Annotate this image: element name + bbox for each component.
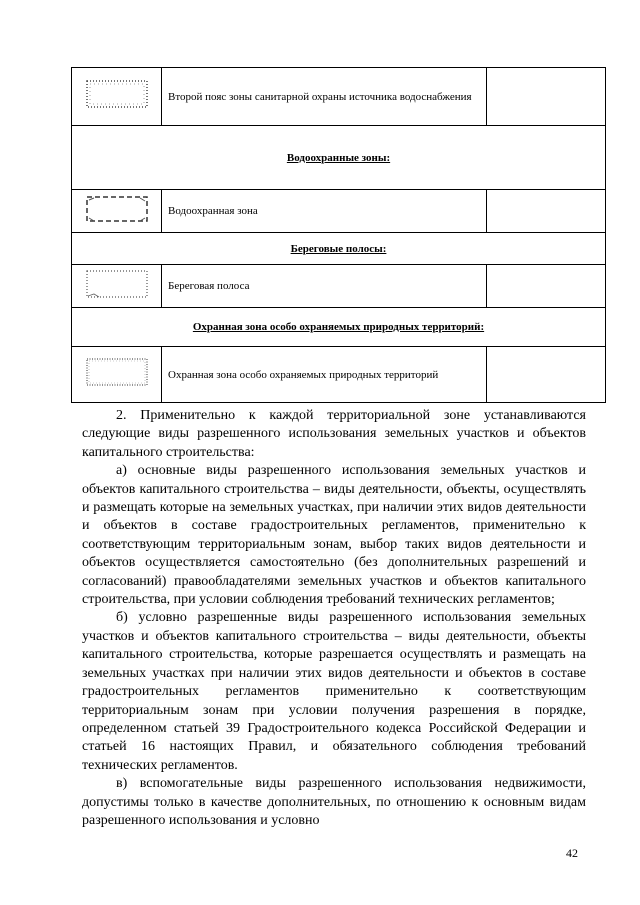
legend-table (71, 67, 606, 403)
table-row (72, 233, 606, 265)
paragraph: 2. Применительно к каждой территориальной зоне устанавливаются следующие виды разрешенного использования земельных участков и объектов капитального строительства: (82, 408, 586, 460)
dotted-rectangle-icon (85, 269, 149, 299)
legend-label: Береговая полоса (162, 265, 487, 308)
dotted-rectangle-icon (85, 357, 149, 387)
symbol-cell (72, 190, 162, 233)
legend-label: Второй пояс зоны санитарной охраны источника водоснабжения (162, 68, 487, 126)
table-row (72, 190, 606, 233)
table-row (72, 347, 606, 403)
section-title: Охранная зона особо охраняемых природных территорий: (72, 308, 606, 347)
symbol-cell (72, 68, 162, 126)
empty-cell (487, 347, 606, 403)
symbol-cell (72, 347, 162, 403)
empty-cell (487, 68, 606, 126)
empty-cell (487, 190, 606, 233)
table-row (72, 265, 606, 308)
page-number: 42 (566, 846, 578, 860)
body-text (82, 407, 586, 830)
paragraph: б) условно разрешенные виды разрешенного использования земельных участков и объектов капитального строительства – виды деятельности, объекты капитального строительства, которые разрешается осуществлять и размещать на земельных участках при наличии этих видов деятельности и объектов в составе градостроительных регламентов применительно к соответствующим территориальным зонам при условии получения разрешения в порядке, определенном статьей 39 Градостроительного кодекса Российской Федерации и статьей 16 настоящих Правил, и обязательного соблюдения требований технических регламентов. (82, 610, 586, 773)
legend-label: Водоохранная зона (162, 190, 487, 233)
legend-label: Охранная зона особо охраняемых природных территорий (162, 347, 487, 403)
paragraph: а) основные виды разрешенного использования земельных участков и объектов капитального строительства – виды деятельности, объекты, осуществлять и размещать которые на земельных участках, при наличии этих видов деятельности и объектов в составе градостроительных регламентов, применительно к соответствующим территориальным зонам, выбор таких видов деятельности и объектов осуществляется самостоятельно (без дополнительных разрешений и согласований) правообладателями земельных участков и объектов капитального строительства, при условии соблюдения требований технических регламентов; (82, 463, 586, 608)
table-row (72, 126, 606, 190)
section-title: Береговые полосы: (72, 233, 606, 265)
symbol-cell (72, 265, 162, 308)
dashed-rectangle-icon (85, 194, 149, 224)
table-row (72, 68, 606, 126)
dotted-rectangle-icon (85, 79, 149, 109)
section-title: Водоохранные зоны: (72, 126, 606, 190)
empty-cell (487, 265, 606, 308)
table-row (72, 308, 606, 347)
paragraph: в) вспомогательные виды разрешенного использования недвижимости, допустимы только в качестве дополнительных, по отношению к основным видам разрешенного использования и условно (82, 776, 586, 828)
